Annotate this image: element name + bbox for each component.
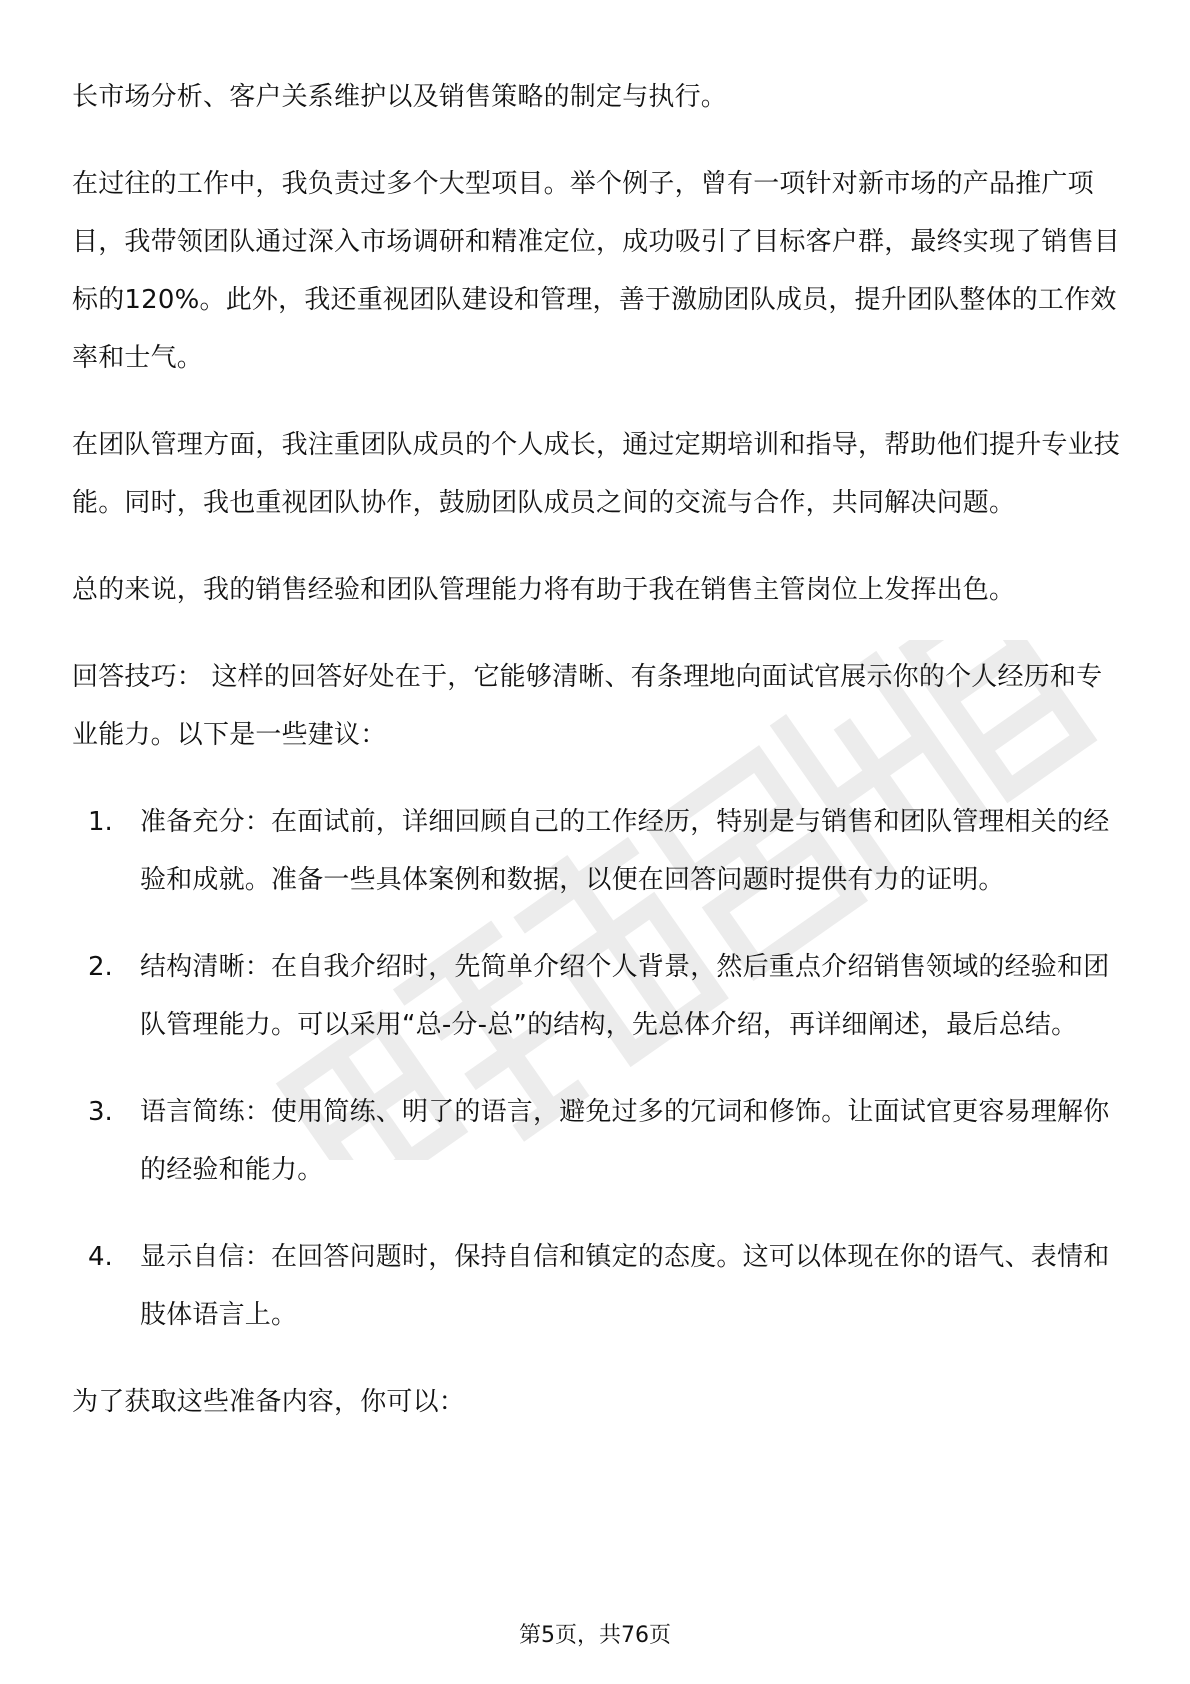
list-item: [72, 793, 1122, 909]
paragraph-4: 总的来说，我的销售经验和团队管理能力将有助于我在销售主管岗位上发挥出色。: [72, 575, 1016, 605]
list-number: 1.: [88, 807, 113, 837]
closing-paragraph: 为了获取这些准备内容，你可以：: [72, 1387, 466, 1417]
list-text: 显示自信：在回答问题时，保持自信和镇定的态度。这可以体现在你的语气、表情和肢体语言上。: [140, 1242, 1110, 1330]
list-item: [72, 1083, 1122, 1199]
list-number: 2.: [88, 952, 113, 982]
list-text: 准备充分：在面试前，详细回顾自己的工作经历，特别是与销售和团队管理相关的经验和成就。准备一些具体案例和数据，以便在回答问题时提供有力的证明。: [140, 807, 1110, 895]
list-item: [72, 938, 1122, 1054]
paragraph-1: 长市场分析、客户关系维护以及销售策略的制定与执行。: [72, 82, 728, 112]
list-number: 3.: [88, 1097, 113, 1127]
paragraph-2: 在过往的工作中，我负责过多个大型项目。举个例子，曾有一项针对新市场的产品推广项目，我带领团队通过深入市场调研和精准定位，成功吸引了目标客户群，最终实现了销售目标的120%。此外，我还重视团队建设和管理，善于激励团队成员，提升团队整体的工作效率和士气。: [72, 169, 1121, 373]
paragraph-3: 在团队管理方面，我注重团队成员的个人成长，通过定期培训和指导，帮助他们提升专业技能。同时，我也重视团队协作，鼓励团队成员之间的交流与合作，共同解决问题。: [72, 430, 1121, 518]
list-number: 4.: [88, 1242, 113, 1272]
list-item: [72, 1228, 1122, 1344]
document-body: [72, 68, 1122, 1460]
list-text: 结构清晰：在自我介绍时，先简单介绍个人背景，然后重点介绍销售领域的经验和团队管理能力。可以采用“总-分-总”的结构，先总体介绍，再详细阐述，最后总结。: [140, 952, 1110, 1040]
list-text: 语言简练：使用简练、明了的语言，避免过多的冗词和修饰。让面试官更容易理解你的经验和能力。: [140, 1097, 1110, 1185]
tips-list: [72, 793, 1122, 1344]
page-footer: 第5页，共76页: [519, 1623, 671, 1648]
answer-tips-paragraph: 回答技巧： 这样的回答好处在于，它能够清晰、有条理地向面试官展示你的个人经历和专业能力。以下是一些建议：: [72, 662, 1103, 750]
